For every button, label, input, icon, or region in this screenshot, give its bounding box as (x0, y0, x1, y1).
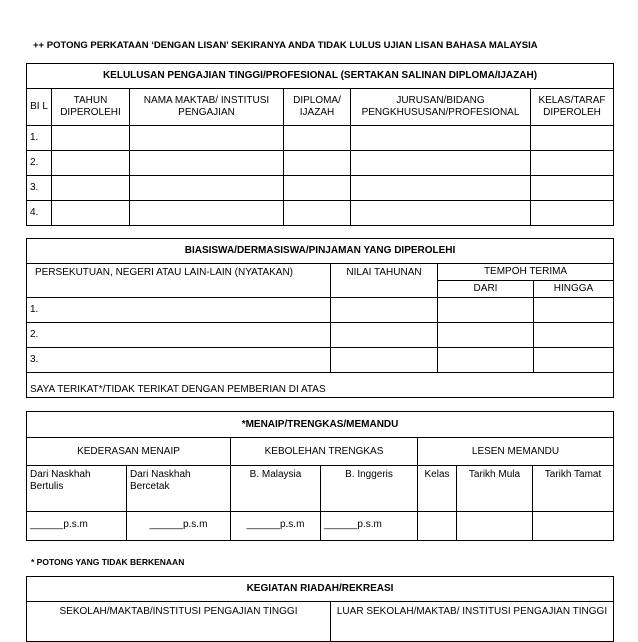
value-cell[interactable] (331, 298, 438, 323)
scholarship-row (27, 348, 614, 373)
col-outside-school: LUAR SEKOLAH/MAKTAB/ INSTITUSI PENGAJIAN TINGGI (331, 602, 614, 642)
typing-written-input[interactable]: ______p.s.m (27, 512, 127, 541)
col-inside-school: SEKOLAH/MAKTAB/INSTITUSI PENGAJIAN TINGGI (27, 602, 331, 642)
class-cell[interactable] (531, 201, 614, 226)
skills-title: *MENAIP/TRENGKAS/MEMANDU (27, 412, 614, 438)
year-cell[interactable] (52, 126, 130, 151)
col-source: PERSEKUTUAN, NEGERI ATAU LAIN-LAIN (NYATAKAN) (27, 264, 331, 298)
driving-license-header: LESEN MEMANDU (418, 438, 614, 466)
education-title: KELULUSAN PENGAJIAN TINGGI/PROFESIONAL (SERTAKAN SALINAN DIPLOMA/IJAZAH) (27, 64, 614, 89)
value-cell[interactable] (331, 348, 438, 373)
shorthand-english-input[interactable]: ______p.s.m (321, 512, 418, 541)
major-cell[interactable] (351, 126, 531, 151)
scholarship-row (27, 323, 614, 348)
license-start-label: Tarikh Mula (457, 466, 533, 512)
major-cell[interactable] (351, 151, 531, 176)
shorthand-english-label: B. Inggeris (321, 466, 418, 512)
education-row (27, 201, 614, 226)
bond-statement: SAYA TERIKAT*/TIDAK TERIKAT DENGAN PEMBERIAN DI ATAS (27, 373, 614, 398)
diploma-cell[interactable] (284, 176, 351, 201)
row-number: 2. (27, 151, 52, 176)
institution-cell[interactable] (130, 126, 284, 151)
scholarship-table (26, 238, 614, 398)
typing-written-label: Dari Naskhah Bertulis (27, 466, 127, 512)
institution-cell[interactable] (130, 201, 284, 226)
scholarship-row (27, 298, 614, 323)
row-number: 3. (27, 348, 331, 373)
from-cell[interactable] (438, 298, 534, 323)
diploma-cell[interactable] (284, 151, 351, 176)
major-cell[interactable] (351, 176, 531, 201)
row-number: 1. (27, 298, 331, 323)
skills-table (26, 411, 614, 541)
license-end-input[interactable] (533, 512, 614, 541)
license-class-input[interactable] (418, 512, 457, 541)
note-oral-test: ++ POTONG PERKATAAN ‘DENGAN LISAN’ SEKIRANYA ANDA TIDAK LULUS UJIAN LISAN BAHASA MALAYSIA (33, 40, 538, 51)
license-end-label: Tarikh Tamat (533, 466, 614, 512)
shorthand-malay-input[interactable]: ______p.s.m (231, 512, 321, 541)
license-class-label: Kelas (418, 466, 457, 512)
typing-printed-input[interactable]: ______p.s.m (127, 512, 231, 541)
row-number: 4. (27, 201, 52, 226)
to-cell[interactable] (534, 348, 614, 373)
recreation-title: KEGIATAN RIADAH/REKREASI (27, 577, 614, 602)
col-period: TEMPOH TERIMA (438, 264, 614, 281)
education-row (27, 126, 614, 151)
diploma-cell[interactable] (284, 126, 351, 151)
typing-speed-header: KEDERASAN MENAIP (27, 438, 231, 466)
education-row (27, 151, 614, 176)
education-table (26, 63, 614, 226)
class-cell[interactable] (531, 176, 614, 201)
col-major: JURUSAN/BIDANG PENGKHUSUSAN/PROFESIONAL (351, 89, 531, 126)
to-cell[interactable] (534, 298, 614, 323)
from-cell[interactable] (438, 348, 534, 373)
shorthand-malay-label: B. Malaysia (231, 466, 321, 512)
education-row (27, 176, 614, 201)
class-cell[interactable] (531, 151, 614, 176)
col-class: KELAS/TARAF DIPEROLEH (531, 89, 614, 126)
row-number: 3. (27, 176, 52, 201)
class-cell[interactable] (531, 126, 614, 151)
shorthand-header: KEBOLEHAN TRENGKAS (231, 438, 418, 466)
institution-cell[interactable] (130, 151, 284, 176)
row-number: 2. (27, 323, 331, 348)
note-strike-out: * POTONG YANG TIDAK BERKENAAN (31, 557, 185, 567)
col-annual-value: NILAI TAHUNAN (331, 264, 438, 298)
typing-printed-label: Dari Naskhah Bercetak (127, 466, 231, 512)
year-cell[interactable] (52, 201, 130, 226)
col-year: TAHUN DIPEROLEHI (52, 89, 130, 126)
license-start-input[interactable] (457, 512, 533, 541)
col-from: DARI (438, 281, 534, 298)
row-number: 1. (27, 126, 52, 151)
diploma-cell[interactable] (284, 201, 351, 226)
from-cell[interactable] (438, 323, 534, 348)
institution-cell[interactable] (130, 176, 284, 201)
col-to: HINGGA (534, 281, 614, 298)
major-cell[interactable] (351, 201, 531, 226)
year-cell[interactable] (52, 151, 130, 176)
value-cell[interactable] (331, 323, 438, 348)
col-diploma: DIPLOMA/ IJAZAH (284, 89, 351, 126)
scholarship-title: BIASISWA/DERMASISWA/PINJAMAN YANG DIPEROLEHI (27, 239, 614, 264)
recreation-table (26, 576, 614, 642)
to-cell[interactable] (534, 323, 614, 348)
col-bil: BI L (27, 89, 52, 126)
col-institution: NAMA MAKTAB/ INSTITUSI PENGAJIAN (130, 89, 284, 126)
year-cell[interactable] (52, 176, 130, 201)
